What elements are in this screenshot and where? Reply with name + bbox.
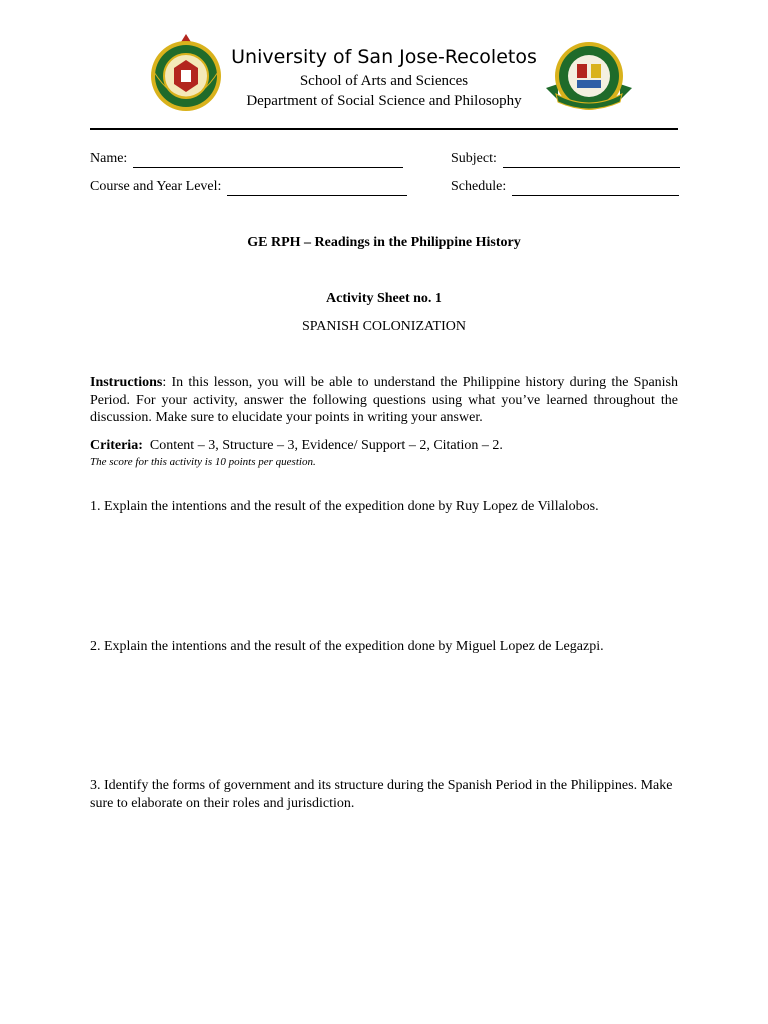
header-divider: [90, 128, 678, 130]
course-year-field[interactable]: [90, 178, 407, 196]
name-blank[interactable]: [133, 153, 403, 168]
question-1: 1. Explain the intentions and the result of the expedition done by Ruy Lopez de Villalobos.: [90, 499, 599, 514]
question-2: 2. Explain the intentions and the result of the expedition done by Miguel Lopez de Legazpi.: [90, 639, 604, 654]
department-name: Department of Social Science and Philosophy: [246, 93, 522, 109]
course-year-blank[interactable]: [227, 181, 407, 196]
subject-field[interactable]: [451, 150, 680, 168]
subject-label: Subject:: [451, 151, 497, 166]
school-seal-logo: [544, 40, 634, 112]
schedule-label: Schedule:: [451, 179, 507, 194]
question-3: 3. Identify the forms of government and its structure during the Spanish Period in the Philippines. Make sure to elaborate on their roles and jurisdiction.: [90, 778, 673, 811]
instructions-paragraph: [90, 374, 678, 427]
name-label: Name:: [90, 151, 128, 166]
criteria-line: [90, 437, 678, 455]
school-name: School of Arts and Sciences: [299, 73, 469, 89]
course-title: GE RPH – Readings in the Philippine History: [247, 235, 521, 250]
activity-title: Activity Sheet no. 1: [326, 291, 442, 306]
course-year-label: Course and Year Level:: [90, 179, 222, 194]
instructions-text: : In this lesson, you will be able to understand the Philippine history during the Spanish Period. For your activity, answer the following questions using what you’ve learned throughout the discussion. Make sure to elucidate your points in writing your answer.: [90, 375, 678, 425]
subject-blank[interactable]: [503, 153, 680, 168]
schedule-blank[interactable]: [512, 181, 679, 196]
instructions-label: Instructions: [90, 375, 163, 390]
schedule-field[interactable]: [451, 178, 679, 196]
criteria-text: Content – 3, Structure – 3, Evidence/ Support – 2, Citation – 2.: [149, 438, 503, 453]
criteria-note: The score for this activity is 10 points per question.: [90, 456, 316, 468]
activity-topic: SPANISH COLONIZATION: [302, 319, 466, 334]
university-name: University of San Jose-Recoletos: [231, 46, 537, 68]
name-field[interactable]: [90, 150, 403, 168]
criteria-label: Criteria:: [90, 438, 143, 453]
